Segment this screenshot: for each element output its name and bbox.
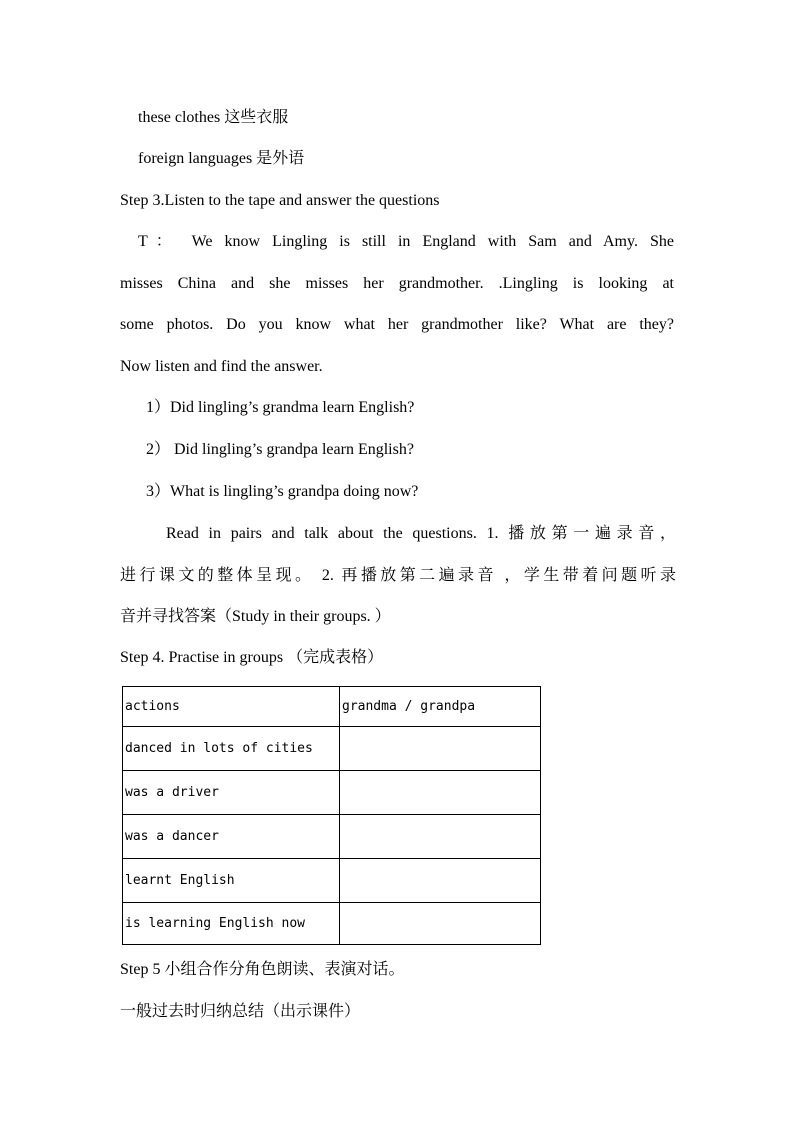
paragraph-t-line-1: T： We know Lingling is still in England with Sam and Amy. She <box>138 233 674 250</box>
table-cell-answer[interactable] <box>340 859 541 903</box>
question-3: 3）What is lingling’s grandpa doing now? <box>146 483 419 500</box>
step5-heading: Step 5 小组合作分角色朗读、表演对话。 <box>120 961 405 978</box>
summary-line: 一般过去时归纳总结（出示课件） <box>120 1003 361 1020</box>
paragraph-t-line-3: some photos. Do you know what her grandmother like? What are they? <box>120 316 674 333</box>
table-row <box>123 903 541 945</box>
step4-heading: Step 4. Practise in groups （完成表格） <box>120 649 384 666</box>
table-row <box>123 859 541 903</box>
table-cell-action: learnt English <box>123 859 340 903</box>
table-cell-answer[interactable] <box>340 903 541 945</box>
table-header-row <box>123 687 541 727</box>
vocab-line-2: foreign languages 是外语 <box>138 150 305 167</box>
question-1: 1）Did lingling’s grandma learn English? <box>146 399 415 416</box>
step3-heading: Step 3.Listen to the tape and answer the questions <box>120 192 440 209</box>
read-paragraph-line-3: 音并寻找答案（Study in their groups. ） <box>120 608 391 625</box>
table-cell-action: danced in lots of cities <box>123 727 340 771</box>
table-row <box>123 771 541 815</box>
table-cell-action: was a driver <box>123 771 340 815</box>
table-cell-answer[interactable] <box>340 727 541 771</box>
table-row <box>123 727 541 771</box>
table-header-grandma-grandpa: grandma / grandpa <box>340 687 541 727</box>
paragraph-t-line-2: misses China and she misses her grandmother. .Lingling is looking at <box>120 275 674 292</box>
table-cell-action: is learning English now <box>123 903 340 945</box>
paragraph-t-line-4: Now listen and find the answer. <box>120 358 323 375</box>
table-header-actions: actions <box>123 687 340 727</box>
question-2: 2） Did lingling’s grandpa learn English? <box>146 441 414 458</box>
table-row <box>123 815 541 859</box>
table-cell-answer[interactable] <box>340 771 541 815</box>
vocab-line-1: these clothes 这些衣服 <box>138 109 289 126</box>
practise-table <box>122 686 541 945</box>
read-paragraph-line-1: Read in pairs and talk about the questions. 1. 播放第一遍录音， <box>166 525 676 542</box>
table-cell-answer[interactable] <box>340 815 541 859</box>
read-paragraph-line-2: 进行课文的整体呈现。 2. 再播放第二遍录音 ，学生带着问题听录 <box>120 567 676 584</box>
table-cell-action: was a dancer <box>123 815 340 859</box>
